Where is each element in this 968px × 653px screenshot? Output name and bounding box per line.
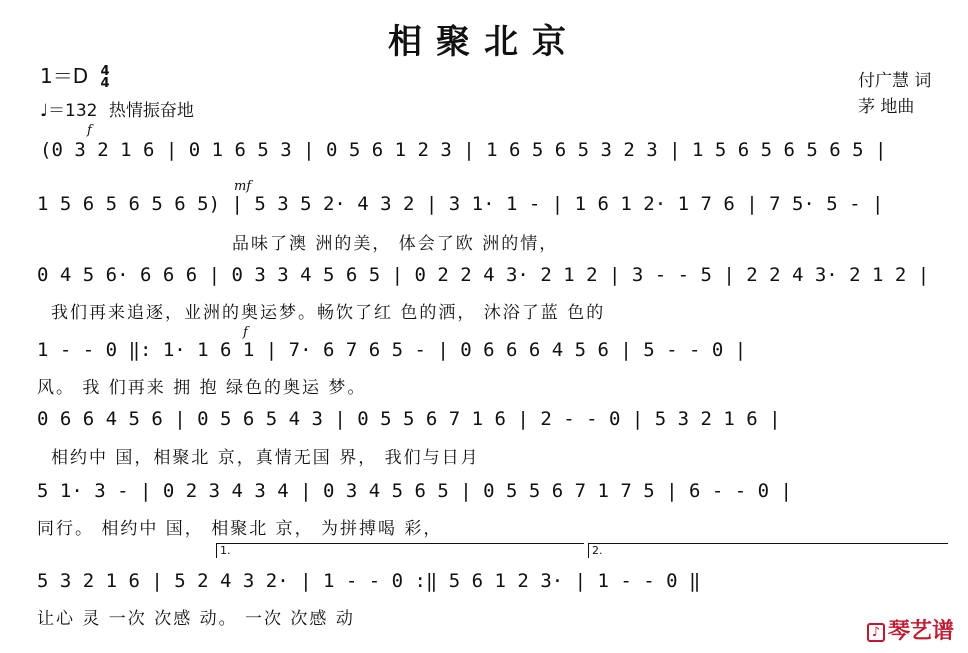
music-note-icon: ♪ [867,623,885,642]
lyricist-credit: 付广慧 词 [858,71,932,91]
key-signature [40,60,110,90]
time-signature-top: 4 [100,63,110,79]
lyric-line-6: 同行。 相约中 国， 相聚北 京， 为拼搏喝 彩， [37,519,443,539]
expression-mark: 热情振奋地 [108,101,194,121]
dynamic-f-mark-2: f [243,325,248,340]
score-line-4: 1 - - 0 ‖: 1· 1 6 1 | 7· 6 7 6 5 - | 0 6 6 6 4 5 6 | 5 - - 0 | [37,339,747,361]
song-title: 相聚北京 [388,22,580,62]
time-signature-bottom: 4 [100,75,110,91]
score-line-1: (0 3 2 1 6 | 0 1 6 5 3 | 0 5 6 1 2 3 | 1 6 5 6 5 3 2 3 | 1 5 6 5 6 5 6 5 | [40,139,887,161]
second-ending-label: 2. [592,544,603,557]
score-line-7: 5 3 2 1 6 | 5 2 4 3 2· | 1 - - 0 :‖ 5 6 1 2 3· | 1 - - 0 ‖ [37,570,701,592]
watermark-text: 琴艺谱 [887,619,954,644]
score-line-5: 0 6 6 4 5 6 | 0 5 6 5 4 3 | 0 5 5 6 7 1 6 | 2 - - 0 | 5 3 2 1 6 | [37,408,781,430]
key-label: 1＝D [40,64,89,88]
first-ending-bracket [216,543,584,558]
time-signature [100,63,110,91]
score-line-3: 0 4 5 6· 6 6 6 | 0 3 3 4 5 6 5 | 0 2 2 4 3· 2 1 2 | 3 - - 5 | 2 2 4 3· 2 1 2 | [37,264,930,286]
lyric-line-3: 我们再来追逐，业洲的奥运梦。畅饮了红 色的洒， 沐浴了蓝 色的 [51,303,606,323]
second-ending-bracket [588,543,948,558]
dynamic-mf-mark: mf [234,179,252,194]
first-ending-label: 1. [220,544,231,557]
composer-credit: 茅 地曲 [858,97,915,117]
score-line-2: 1 5 6 5 6 5 6 5) | 5 3 5 2· 4 3 2 | 3 1· 1 - | 1 6 1 2· 1 7 6 | 7 5· 5 - | [37,193,884,215]
lyric-line-7: 让心 灵 一次 次感 动。 一次 次感 动 [37,609,355,629]
lyric-line-4: 风。 我 们再来 拥 抱 绿色的奥运 梦。 [37,378,367,398]
tempo-line [40,96,194,121]
score-line-6: 5 1· 3 - | 0 2 3 4 3 4 | 0 3 4 5 6 5 | 0 5 5 6 7 1 7 5 | 6 - - 0 | [37,480,792,502]
lyric-line-2: 品味了澳 洲的美， 体会了欧 洲的情， [232,234,559,254]
lyric-line-5: 相约中 国，相聚北 京，真情无国 界， 我们与日月 [51,448,480,468]
watermark-logo [867,614,954,645]
tempo-mark: ♩＝132 [40,101,98,121]
dynamic-f-mark: f [87,123,92,138]
